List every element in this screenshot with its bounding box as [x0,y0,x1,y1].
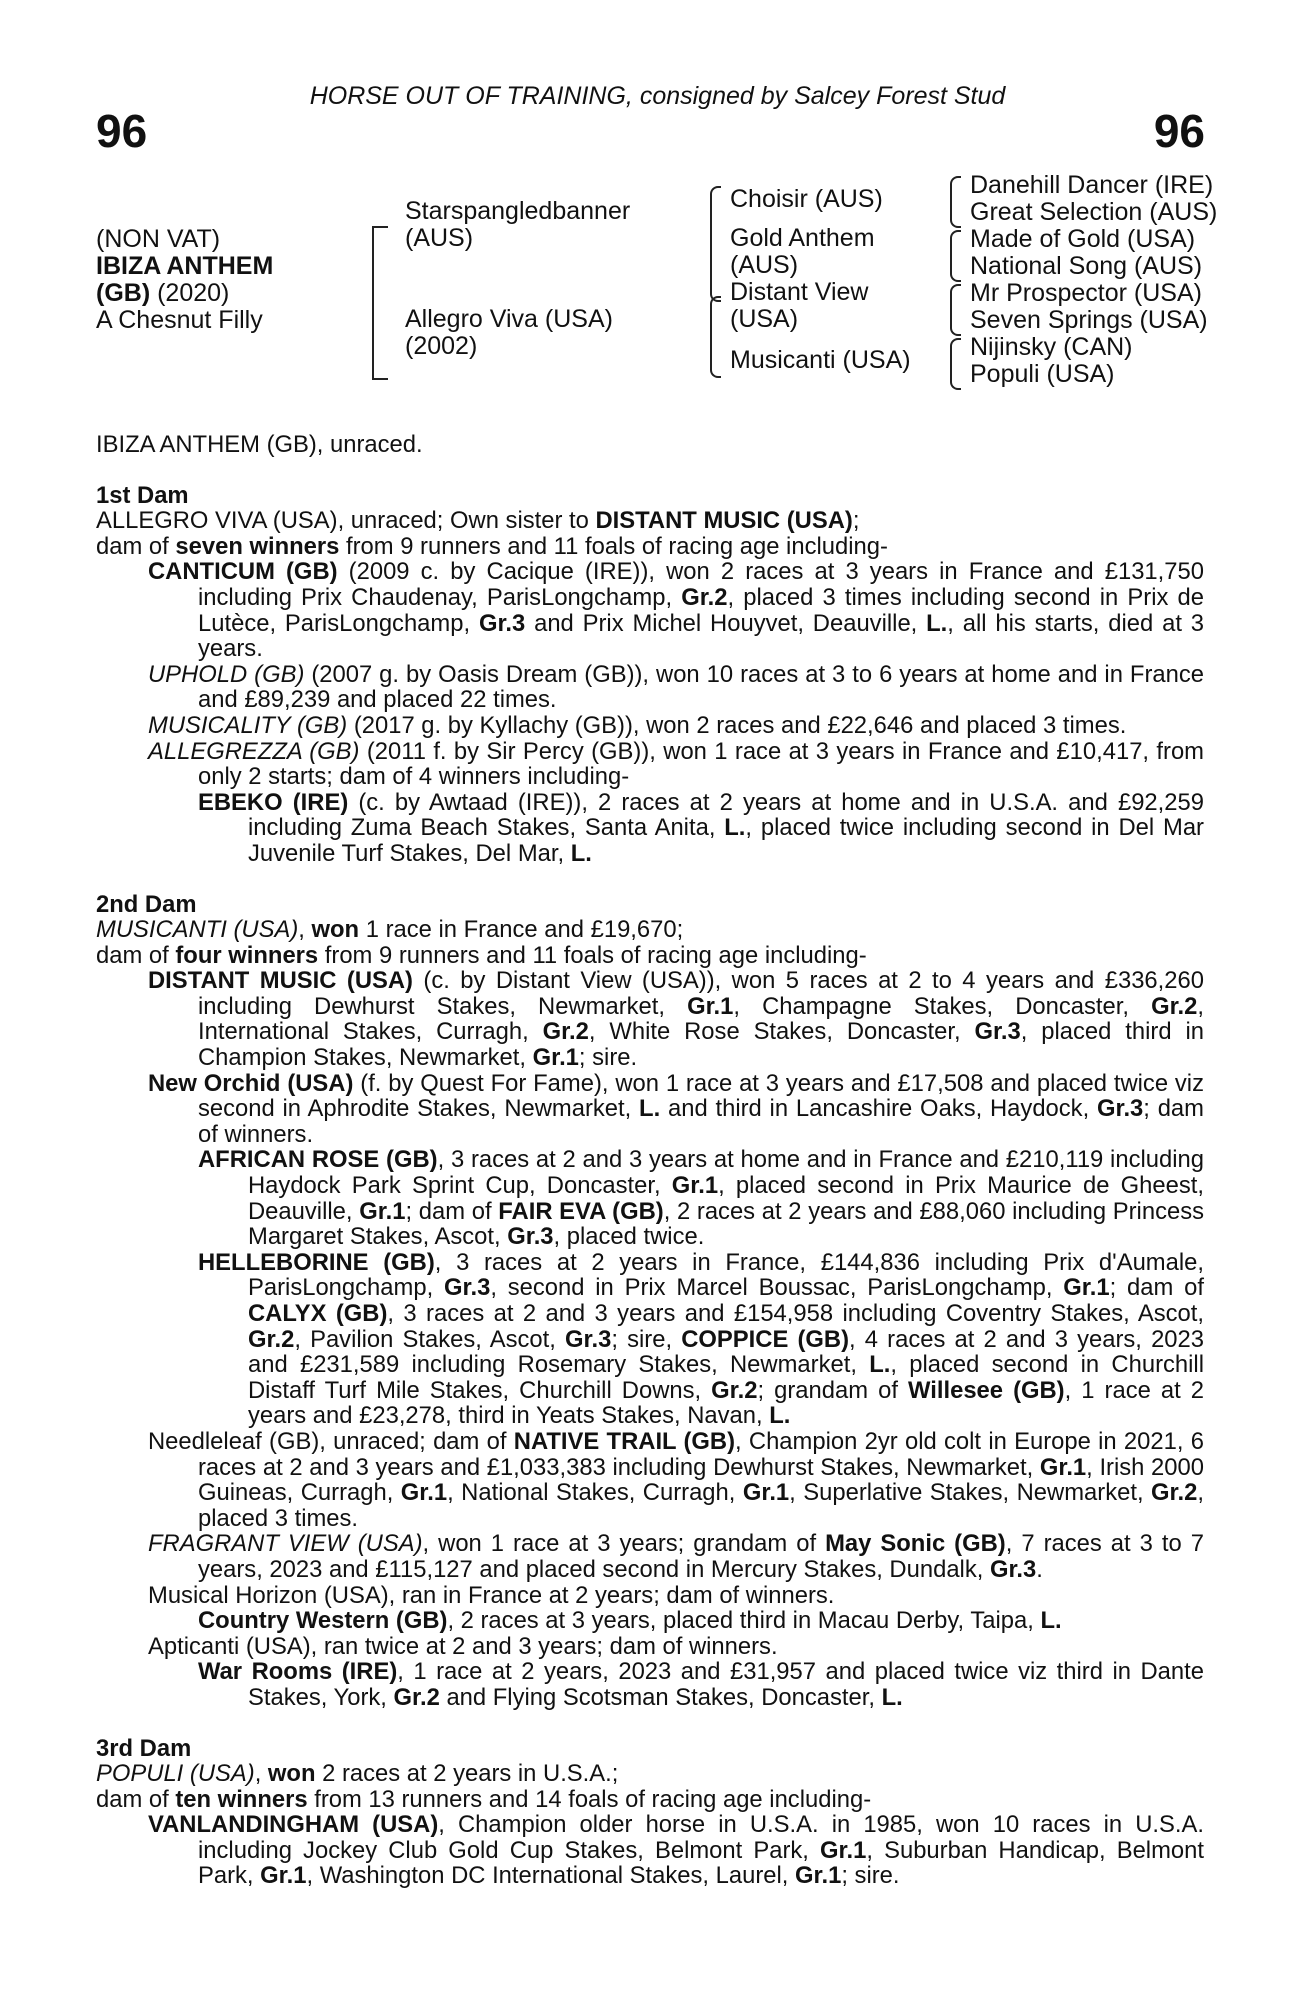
pedigree-brace-sire [710,186,721,302]
lot-number-right: 96 [1153,105,1205,157]
third-dam-heading: 3rd Dam [96,1734,192,1762]
pedigree-dam: Allegro Viva (USA) (2002) [405,305,613,360]
page-header: HORSE OUT OF TRAINING, consigned by Salcey Forest Stud [309,82,1006,110]
second-dam-line2: dam of four winners from 9 runners and 11 foals of racing age including- [96,941,867,969]
pedigree-brace-g4 [950,338,961,390]
pedigree-dam-sire: Distant View (USA) [730,278,869,333]
first-dam-line2: dam of seven winners from 9 runners and 11 foals of racing age including- [96,532,888,560]
catalogue-body [96,432,1204,1889]
pedigree-brace-dam [710,296,721,378]
second-dam-line1: MUSICANTI (USA), won 1 race in France and £19,670; [96,916,684,944]
progeny-fragrant-view: FRAGRANT VIEW (USA), won 1 race at 3 years; grandam of May Sonic (GB), 7 races at 3 to 7 years, 2023 and £115,127 and placed second in Mercury Stakes, Dundalk, Gr.3. [148,1530,1205,1583]
progeny-african-rose: AFRICAN ROSE (GB), 3 races at 2 and 3 years at home and in France and £210,119 including Haydock Park Sprint Cup, Doncaster, Gr.1, placed second in Prix Maurice de Gheest, Deauville, Gr.1; dam of FAIR EVA (GB), 2 races at 2 years and £88,060 including Princess Margaret Stakes, Ascot, Gr.3, placed twice. [198,1146,1205,1251]
third-dam-line1: POPULI (USA), won 2 races at 2 years in U.S.A.; [96,1760,619,1788]
progeny-apticanti: Apticanti (USA), ran twice at 2 and 3 years; dam of winners. [148,1632,778,1660]
first-dam-line1: ALLEGRO VIVA (USA), unraced; Own sister to DISTANT MUSIC (USA); [96,507,860,535]
progeny-vanlandingham: VANLANDINGHAM (USA), Champion older horse in U.S.A. in 1985, won 10 races in U.S.A. including Jockey Club Gold Cup Stakes, Belmont Park, Gr.1, Suburban Handicap, Belmont Park, Gr.1, Washington DC International Stakes, Laurel, Gr.1; sire. [148,1811,1204,1890]
progeny-helleborine: HELLEBORINE (GB), 3 races at 2 years in France, £144,836 including Prix d'Aumale, ParisLongchamp, Gr.3, second in Prix Marcel Boussac, ParisLongchamp, Gr.1; dam of CALYX (GB), 3 races at 2 and 3 years and £154,958 including Coventry Stakes, Ascot, Gr.2, Pavilion Stakes, Ascot, Gr.3; sire, COPPICE (GB), 4 races at 2 and 3 years, 2023 and £231,589 including Rosemary Stakes, Newmarket, L., placed second in Churchill Distaff Turf Mile Stakes, Churchill Downs, Gr.2; grandam of Willesee (GB), 1 race at 2 years and £23,278, third in Yeats Stakes, Navan, L. [198,1248,1205,1430]
horse-description: A Chesnut Filly [96,306,263,334]
progeny-new-orchid: New Orchid (USA) (f. by Quest For Fame), won 1 race at 3 years and £17,508 and placed twice viz second in Aphrodite Stakes, Newmarket, L. and third in Lancashire Oaks, Haydock, Gr.3; dam of winners. [148,1069,1204,1148]
second-dam-heading: 2nd Dam [96,890,197,918]
progeny-distant-music: DISTANT MUSIC (USA) (c. by Distant View (USA)), won 5 races at 2 to 4 years and £336,260 including Dewhurst Stakes, Newmarket, Gr.1, Champagne Stakes, Doncaster, Gr.2, International Stakes, Curragh, Gr.2, White Rose Stakes, Doncaster, Gr.3, placed third in Champion Stakes, Newmarket, Gr.1; sire. [148,967,1204,1072]
intro: IBIZA ANTHEM (GB), unraced. [96,431,423,458]
horse-block [96,226,273,334]
pedigree-sire-dam: Gold Anthem (AUS) [730,224,875,279]
progeny-war-rooms: War Rooms (IRE), 1 race at 2 years, 2023 and £31,957 and placed twice viz third in Dante Stakes, York, Gr.2 and Flying Scotsman Stakes, Doncaster, L. [198,1658,1204,1711]
progeny-allegrezza: ALLEGREZZA (GB) (2011 f. by Sir Percy (GB)), won 1 race at 3 years in France and £10,417, from only 2 starts; dam of 4 winners including- [148,737,1205,791]
progeny-canticum: CANTICUM (GB) (2009 c. by Cacique (IRE)), won 2 races at 3 years in France and £131,750 including Prix Chaudenay, ParisLongchamp, Gr.2, placed 3 times including second in Prix de Lutèce, ParisLongchamp, Gr.3 and Prix Michel Houyvet, Deauville, L., all his starts, died at 3 years. [148,558,1204,663]
progeny-musical-horizon: Musical Horizon (USA), ran in France at 2 years; dam of winners. [148,1581,835,1609]
pedigree-ggp: Danehill Dancer (IRE) Great Selection (AUS) Made of Gold (USA) National Song (AUS) Mr Prospector (USA) Seven Springs (USA) Nijinsky (CAN) Populi (USA) [970,171,1218,388]
horse-name-line2: (GB) (2020) [96,279,230,307]
progeny-country-western: Country Western (GB), 2 races at 3 years, placed third in Macau Derby, Taipa, L. [198,1607,1062,1635]
pedigree-brace-g2 [950,230,961,282]
third-dam-line2: dam of ten winners from 13 runners and 14 foals of racing age including- [96,1785,872,1813]
pedigree-sire-sire: Choisir (AUS) [730,185,883,213]
pedigree-brace-g3 [950,284,961,336]
vat-status: (NON VAT) [96,225,221,253]
pedigree-sire: Starspangledbanner (AUS) [405,197,631,252]
pedigree-dam-dam: Musicanti (USA) [730,346,911,374]
progeny-uphold: UPHOLD (GB) (2007 g. by Oasis Dream (GB)), won 10 races at 3 to 6 years at home and in France and £89,239 and placed 22 times. [148,660,1204,714]
pedigree-brace-g1 [950,176,961,228]
lot-number-left: 96 [96,105,148,157]
pedigree-brace-main [372,226,388,380]
progeny-ebeko: EBEKO (IRE) (c. by Awtaad (IRE)), 2 races at 2 years at home and in U.S.A. and £92,259 including Zuma Beach Stakes, Santa Anita, L., placed twice including second in Del Mar Juvenile Turf Stakes, Del Mar, L. [198,788,1204,867]
progeny-musicality: MUSICALITY (GB) (2017 g. by Kyllachy (GB)), won 2 races and £22,646 and placed 3 times. [148,711,1127,739]
first-dam-heading: 1st Dam [96,481,189,509]
progeny-needleleaf: Needleleaf (GB), unraced; dam of NATIVE TRAIL (GB), Champion 2yr old colt in Europe in 2021, 6 races at 2 and 3 years and £1,033,383 including Dewhurst Stakes, Newmarket, Gr.1, Irish 2000 Guineas, Curragh, Gr.1, National Stakes, Curragh, Gr.1, Superlative Stakes, Newmarket, Gr.2, placed 3 times. [148,1427,1204,1532]
horse-name: IBIZA ANTHEM [96,252,274,280]
